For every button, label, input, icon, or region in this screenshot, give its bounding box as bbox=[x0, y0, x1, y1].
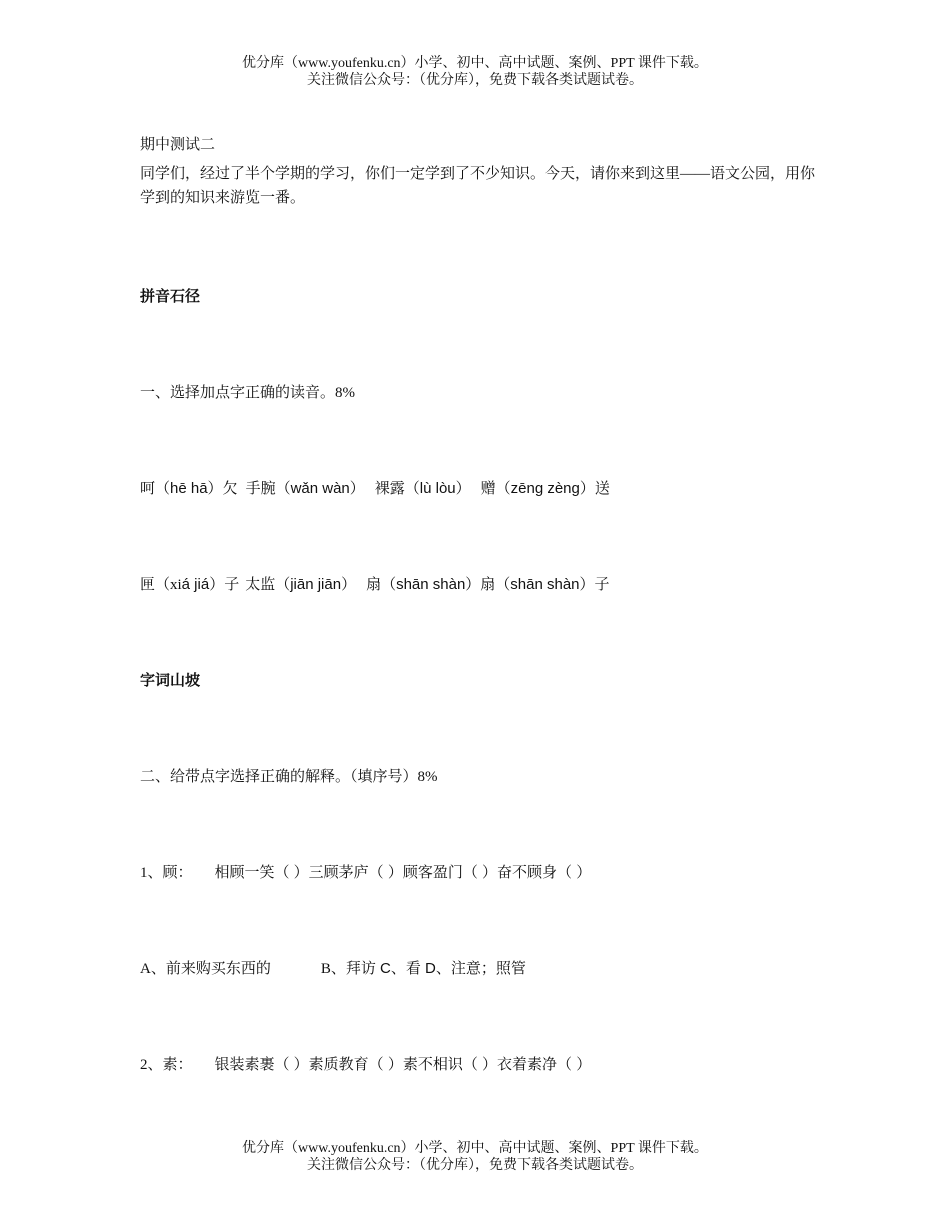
q1-row2-c: 扇（shān shàn）扇（shān shàn）子 bbox=[366, 576, 610, 593]
intro-paragraph: 同学们，经过了半个学期的学习，你们一定学到了不少知识。今天，请你来到这里——语文公园，用你学到的知识来游览一番。 bbox=[140, 166, 816, 206]
page-header bbox=[0, 55, 950, 89]
q2-2-lead: 2、素： bbox=[140, 1057, 193, 1073]
q1-row2-lead: 匣（xi bbox=[140, 577, 182, 593]
section-heading-pinyin: 拼音石径 bbox=[140, 288, 201, 305]
question-1: 一、选择加点字正确的读音。8% bbox=[140, 385, 355, 401]
question-2: 二、给带点字选择正确的解释。（填序号）8% bbox=[140, 769, 438, 785]
header-line-1: 优分库（www.youfenku.cn）小学、初中、高中试题、案例、PPT 课件下载。 bbox=[242, 56, 708, 71]
q2-1-lead: 1、顾： bbox=[140, 865, 193, 881]
q1-row1-c: 裸露（lù lòu） bbox=[374, 480, 471, 497]
q2-item-2 bbox=[140, 1053, 591, 1074]
q1-row1-lead: 呵（ bbox=[140, 481, 171, 497]
footer-line-2: 关注微信公众号：（优分库），免费下载各类试题试卷。 bbox=[307, 1158, 643, 1173]
q2-1-items: 相顾一笑（ ）三顾茅庐（ ）顾客盈门（ ）奋不顾身（ ） bbox=[214, 864, 592, 881]
q2-options bbox=[140, 957, 526, 978]
q1-row1-a: hē hā）欠 bbox=[170, 480, 238, 497]
section-heading-words: 字词山坡 bbox=[140, 672, 201, 689]
q2-item-1 bbox=[140, 861, 591, 882]
q1-row-1 bbox=[140, 477, 610, 498]
q2-2-items: 银装素裹（ ）素质教育（ ）素不相识（ ）衣着素净（ ） bbox=[214, 1056, 592, 1073]
q1-row-2 bbox=[140, 573, 610, 594]
q1-row2-a: á jiá）子 bbox=[181, 576, 240, 593]
page-footer bbox=[0, 1140, 950, 1174]
q2-option-b-lead: B、 bbox=[320, 961, 346, 977]
q2-options-rest: 拜访 C、看 D、注意；照管 bbox=[345, 960, 526, 977]
doc-title: 期中测试二 bbox=[140, 137, 216, 153]
q1-row1-b: 手腕（wǎn wàn） bbox=[245, 480, 365, 497]
q2-option-a: A、前来购买东西的 bbox=[140, 961, 271, 977]
q1-row2-b: 太监（jiān jiān） bbox=[245, 576, 357, 593]
footer-line-1: 优分库（www.youfenku.cn）小学、初中、高中试题、案例、PPT 课件下载。 bbox=[242, 1141, 708, 1156]
header-line-2: 关注微信公众号：（优分库），免费下载各类试题试卷。 bbox=[307, 73, 643, 88]
q1-row1-d: 赠（zēng zèng）送 bbox=[480, 480, 610, 497]
